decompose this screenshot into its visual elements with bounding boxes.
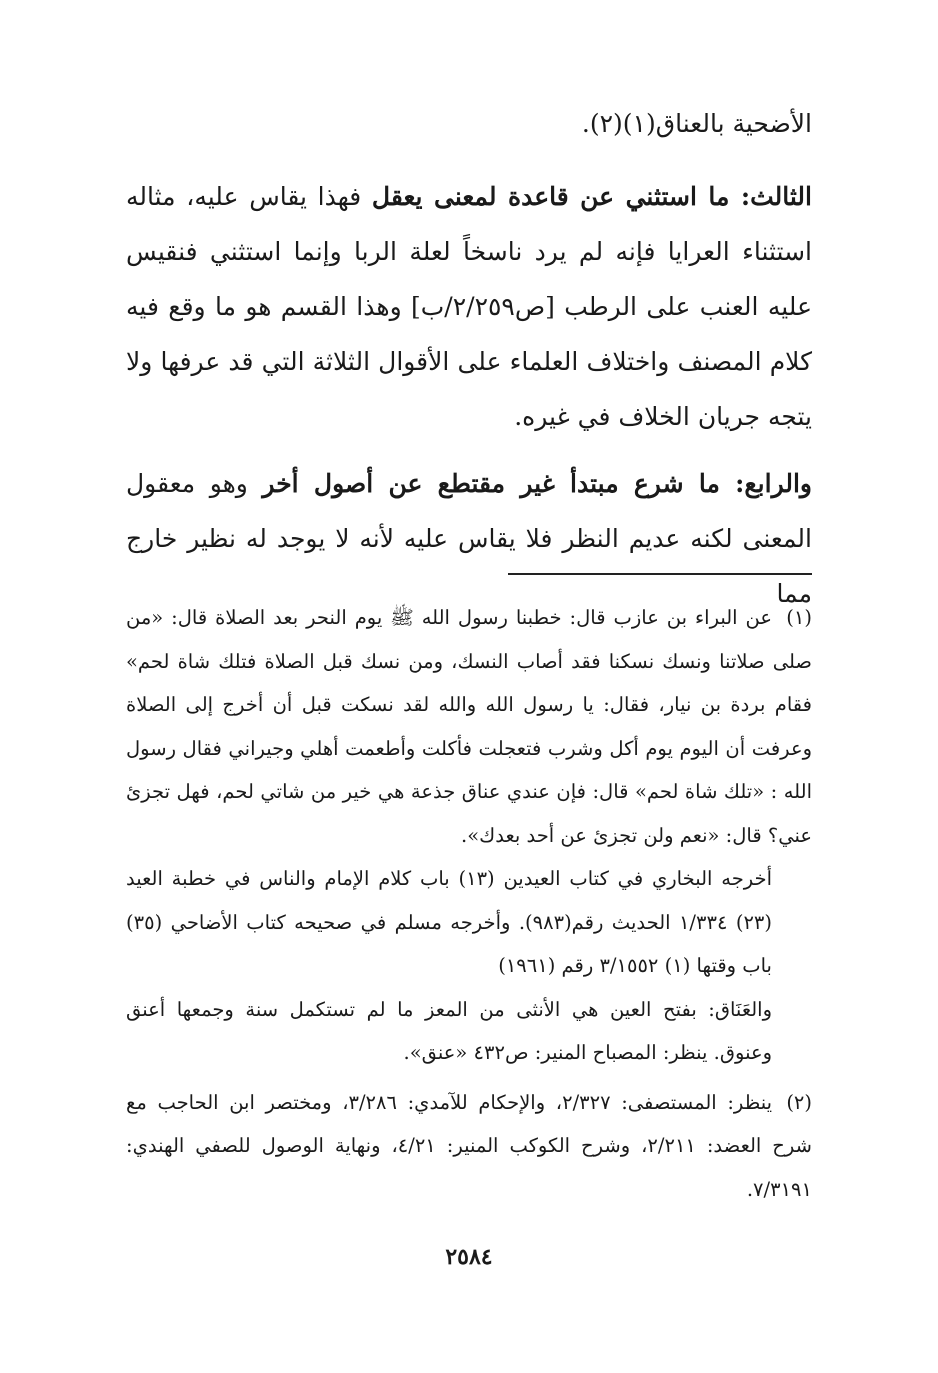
footnote-1 xyxy=(126,596,812,857)
footnote-1-source-2: والعَنَاق: بفتح العين هي الأنثى من المعز ما لم تستكمل سنة وجمعها أعنق وعنوق. ينظر: المصباح المنير: ص٤٣٢ «عنق». xyxy=(126,997,772,1064)
page-number: ٢٥٨٤ xyxy=(445,1244,493,1270)
footnote-2 xyxy=(126,1081,812,1212)
footnote-1-source-1: أخرجه البخاري في كتاب العيدين (١٣) باب كلام الإمام والناس في خطبة العيد (٢٣) ١/٣٣٤ الحديث رقم(٩٨٣). وأخرجه مسلم في صحيحه كتاب الأضاحي (٣٥) باب وقتها (١) ٣/١٥٥٢ رقم (١٩٦١) xyxy=(126,867,772,977)
paragraph-fourth-heading: والرابع: ما شرع مبتدأ غير مقتطع عن أصول أخر xyxy=(262,469,812,498)
footnote-1-text: عن البراء بن عازب قال: خطبنا رسول الله ﷺ يوم النحر بعد الصلاة قال: «من صلى صلاتنا ونسك نسكنا فقد أصاب النسك، ومن نسك قبل الصلاة فتلك شاة لحم» فقام بردة بن نيار، فقال: يا رسول الله والله لقد نسكت قبل أن أخرج إلى الصلاة وعرفت أن اليوم يوم أكل وشرب فتعجلت فأكلت وأطعمت أهلي وجيراني فقال رسول الله : «تلك شاة لحم» قال: فإن عندي عناق جذعة هي خير من شاتي لحم، فهل تجزئ عني؟ قال: «نعم ولن تجزئ عن أحد بعدك». xyxy=(126,606,812,847)
paragraph-third-heading: الثالث: ما استثني عن قاعدة لمعنى يعقل xyxy=(371,182,812,211)
main-text xyxy=(126,96,812,621)
footnote-2-number: (٢) xyxy=(786,1090,813,1114)
paragraph-third xyxy=(126,169,812,444)
paragraph-fourth-body: وهو معقول المعنى لكنه عديم النظر فلا يقاس عليه لأنه لا يوجد له نظير خارج مما xyxy=(126,469,812,608)
footnote-divider xyxy=(508,573,812,575)
footnotes xyxy=(126,596,812,1211)
opening-line: الأضحية بالعناق(١)(٢). xyxy=(581,109,812,138)
paragraph-third-body: فهذا يقاس عليه، مثاله استثناء العرايا فإنه لم يرد ناسخاً لعلة الربا وإنما استثني فنقيس عليه العنب على الرطب [ص٢/٢٥٩/ب] وهذا القسم هو ما وقع فيه كلام المصنف واختلاف العلماء على الأقوال الثلاثة التي قد عرفها ولا يتجه جريان الخلاف في غيره. xyxy=(126,182,812,431)
footnote-2-text: ينظر: المستصفى: ٢/٣٢٧، والإحكام للآمدي: ٣/٢٨٦، ومختصر ابن الحاجب مع شرح العضد: ٢/٢١١، وشرح الكوكب المنير: ٤/٢١، ونهاية الوصول للصفي الهندي: ٧/٣١٩١. xyxy=(126,1090,812,1201)
footnote-1-number: (١) xyxy=(786,606,812,629)
